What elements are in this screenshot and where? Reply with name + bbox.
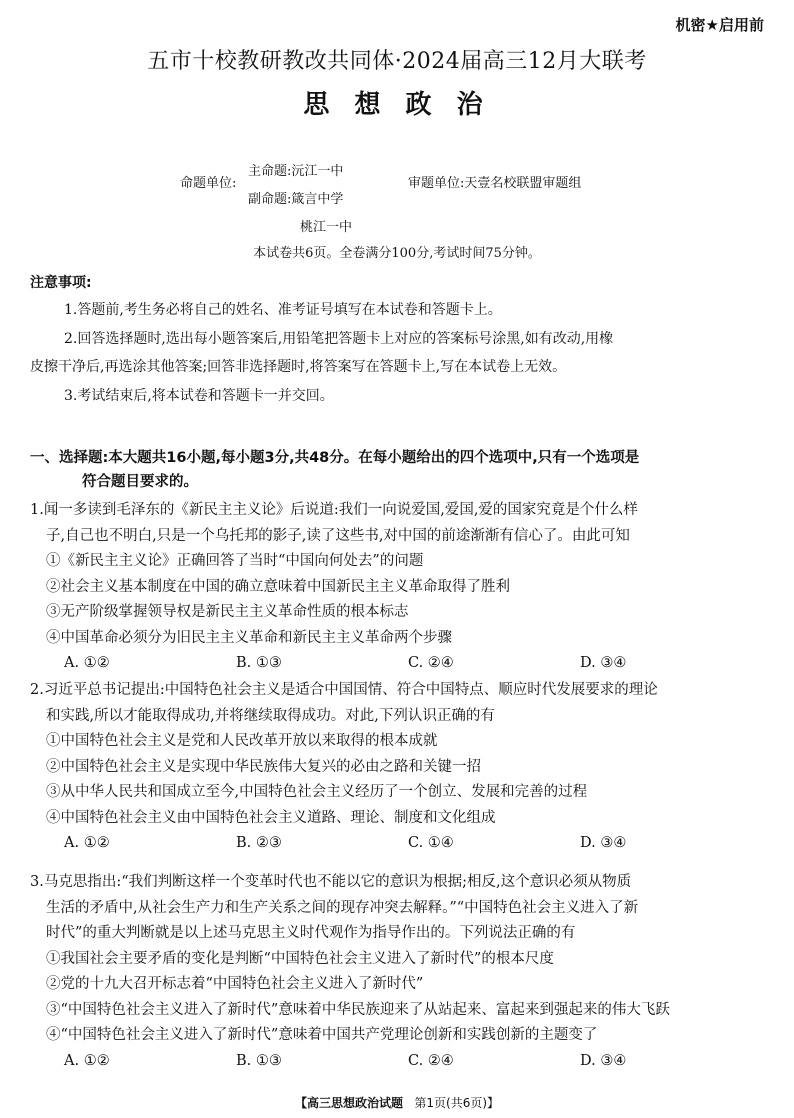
choice-a[interactable]: A. ①② <box>64 655 110 671</box>
choice-d[interactable]: D. ③④ <box>580 1052 627 1069</box>
statement: ④中国革命必须分为旧民主主义革命和新民主主义革命两个步骤 <box>46 629 452 646</box>
choice-d[interactable]: D. ③④ <box>580 655 627 671</box>
choice-c[interactable]: C. ②④ <box>408 1052 454 1069</box>
exam-info: 本试卷共6页。全卷满分100分,考试时间75分钟。 <box>253 246 541 261</box>
question-stem: 子,自己也不明白,只是一个乌托邦的影子,读了这些书,对中国的前途渐渐有信心了。由此可知 <box>46 527 630 544</box>
question-stem: 3.马克思指出:“我们判断这样一个变革时代也不能以它的意识为根据;相反,这个意识必须从物质 <box>30 874 632 890</box>
answer-choices <box>30 831 772 856</box>
statement: ②党的十九大召开标志着“中国特色社会主义进入了新时代” <box>46 976 424 992</box>
page-number: 第1页(共6页)】 <box>414 1096 500 1110</box>
question-stem: 时代”的重大判断就是以上述马克思主义时代观作为指导作出的。下列说法正确的有 <box>46 925 576 941</box>
statement: ③无产阶级掌握领导权是新民主主义革命性质的根本标志 <box>46 604 409 620</box>
section-heading <box>30 446 772 494</box>
question-stem: 和实践,所以才能取得成功,并将继续取得成功。对此,下列认识正确的有 <box>46 707 495 724</box>
answer-choices <box>30 651 772 676</box>
statement: ③“中国特色社会主义进入了新时代”意味着中华民族迎来了从站起来、富起来到强起来的伟大飞跃 <box>46 1001 670 1018</box>
footer-title: 【高三思想政治试题 <box>294 1096 403 1110</box>
statement: ④“中国特色社会主义进入了新时代”意味着中国共产党理论创新和实践创新的主题变了 <box>46 1027 598 1043</box>
unit-vice: 副命题:箴言中学 <box>248 192 344 207</box>
statement: ②社会主义基本制度在中国的确立意味着中国新民主主义革命取得了胜利 <box>46 578 510 595</box>
question-stem: 1.闻一多读到毛泽东的《新民主主义论》后说道:我们一向说爱国,爱国,爱的国家究竟是个什么样 <box>30 502 638 518</box>
statement: ①中国特色社会主义是党和人民改革开放以来取得的根本成就 <box>46 733 438 749</box>
choice-b[interactable]: B. ①③ <box>236 1052 282 1069</box>
statement: ②中国特色社会主义是实现中华民族伟大复兴的必由之路和关键一招 <box>46 758 481 775</box>
choice-b[interactable]: B. ②③ <box>236 835 282 851</box>
question-1 <box>30 498 772 676</box>
review-unit: 审题单位:天壹名校联盟审题组 <box>408 176 582 191</box>
subject-title: 思 想 政 治 <box>303 90 491 120</box>
author-units <box>180 158 660 238</box>
answer-choices <box>30 1049 772 1074</box>
choice-a[interactable]: A. ①② <box>64 835 110 851</box>
statement: ④中国特色社会主义由中国特色社会主义道路、理论、制度和文化组成 <box>46 809 496 826</box>
choice-b[interactable]: B. ①③ <box>236 655 282 671</box>
question-2 <box>30 678 772 856</box>
confidential-mark: 机密★启用前 <box>675 16 764 34</box>
unit-main: 主命题:沅江一中 <box>248 164 344 179</box>
statement: ①《新民主主义论》正确回答了当时“中国向何处去”的问题 <box>46 553 424 569</box>
exam-title: 五市十校教研教改共同体·2024届高三12月大联考 <box>147 49 647 74</box>
choice-a[interactable]: A. ①② <box>64 1052 110 1069</box>
question-stem: 生活的矛盾中,从社会生产力和生产关系之间的现存冲突去解释。”“中国特色社会主义进入了新 <box>46 899 639 916</box>
page-footer <box>0 1094 794 1111</box>
notice-title: 注意事项: <box>30 275 92 291</box>
notice-item-2: 2.回答选择题时,选出每小题答案后,用铅笔把答题卡上对应的答案标号涂黑,如有改动,用橡 <box>64 331 614 347</box>
section-line-2: 符合题目要求的。 <box>82 474 198 490</box>
unit-extra: 桃江一中 <box>300 220 353 235</box>
unit-label: 命题单位: <box>180 176 237 191</box>
choice-c[interactable]: C. ②④ <box>408 655 454 671</box>
statement: ①我国社会主要矛盾的变化是判断“中国特色社会主义进入了新时代”的根本尺度 <box>46 950 554 967</box>
notice-item-1: 1.答题前,考生务必将自己的姓名、准考证号填写在本试卷和答题卡上。 <box>64 302 502 318</box>
notice-item-2-cont: 皮擦干净后,再选涂其他答案;回答非选择题时,将答案写在答题卡上,写在本试卷上无效。 <box>30 359 567 375</box>
question-3 <box>30 870 772 1074</box>
question-stem: 2.习近平总书记提出:中国特色社会主义是适合中国国情、符合中国特点、顺应时代发展要求的理论 <box>30 682 658 698</box>
statement: ③从中华人民共和国成立至今,中国特色社会主义经历了一个创立、发展和完善的过程 <box>46 784 588 800</box>
notice-item-3: 3.考试结束后,将本试卷和答题卡一并交回。 <box>64 388 334 404</box>
section-line-1: 一、选择题:本大题共16小题,每小题3分,共48分。在每小题给出的四个选项中,只有一个选项是 <box>30 450 640 466</box>
choice-d[interactable]: D. ③④ <box>580 835 627 851</box>
choice-c[interactable]: C. ①④ <box>408 835 454 851</box>
